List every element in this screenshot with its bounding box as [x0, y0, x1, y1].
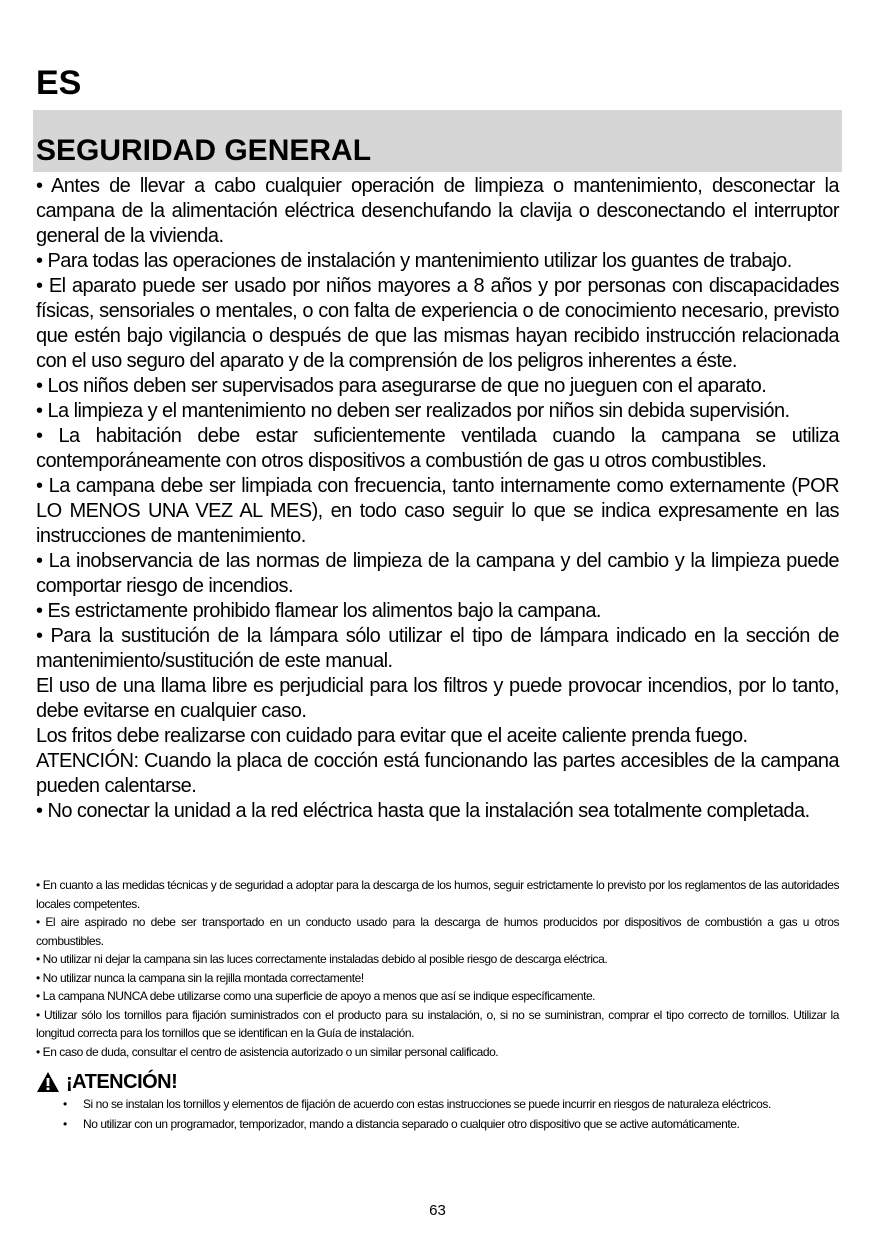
paragraph: El uso de una llama libre es perjudicial para los filtros y puede provocar incendios, por lo tanto, debe evitarse en cualquier caso. [36, 675, 839, 722]
small-paragraph: • Utilizar sólo los tornillos para fijación suministrados con el producto para su instalación, o, si no se suministran, comprar el tipo correcto de tornillos. Utilizar la longitud correcta para los tornillos que se identifican en la Guía de instalación. [36, 1007, 839, 1040]
attention-list [60, 1095, 839, 1134]
language-code: ES [36, 64, 82, 102]
main-safety-text [36, 174, 839, 824]
paragraph: • Para la sustitución de la lámpara sólo utilizar el tipo de lámpara indicado en la sección de mantenimiento/sustitución de este manual. [36, 625, 839, 672]
small-paragraph: • No utilizar nunca la campana sin la rejilla montada correctamente! [36, 970, 364, 985]
small-paragraph: • En cuanto a las medidas técnicas y de seguridad a adoptar para la descarga de los humos, seguir estrictamente lo previsto por los reglamentos de las autoridades locales competentes. [36, 878, 839, 911]
paragraph: • Los niños deben ser supervisados para asegurarse de que no jueguen con el aparato. [36, 375, 767, 397]
paragraph: • La habitación debe estar suficientemente ventilada cuando la campana se utiliza contemporáneamente con otros dispositivos a combustión de gas u otros combustibles. [36, 425, 839, 472]
attention-item: • Si no se instalan los tornillos y elementos de fijación de acuerdo con estas instrucciones se puede incurrir en riesgos de naturaleza eléctricos. [60, 1095, 839, 1114]
paragraph: • No conectar la unidad a la red eléctrica hasta que la instalación sea totalmente completada. [36, 800, 810, 822]
page-number: 63 [429, 1202, 446, 1219]
paragraph: • Antes de llevar a cabo cualquier operación de limpieza o mantenimiento, desconectar la campana de la alimentación eléctrica desenchufando la clavija o desconectando el interruptor general de la vivienda. [36, 175, 839, 247]
section-title: SEGURIDAD GENERAL [36, 134, 372, 167]
paragraph: • Para todas las operaciones de instalación y mantenimiento utilizar los guantes de trabajo. [36, 250, 792, 272]
small-paragraph: • La campana NUNCA debe utilizarse como una superficie de apoyo a menos que así se indique específicamente. [36, 989, 596, 1003]
paragraph: ATENCIÓN: Cuando la placa de cocción está funcionando las partes accesibles de la campana pueden calentarse. [36, 750, 839, 797]
attention-heading [36, 1069, 177, 1095]
paragraph: • La limpieza y el mantenimiento no deben ser realizados por niños sin debida supervisión. [36, 400, 790, 422]
paragraph: • El aparato puede ser usado por niños mayores a 8 años y por personas con discapacidades físicas, sensoriales o mentales, o con falta de experiencia o de conocimiento necesario, previsto que estén bajo vigilancia o después de que las mismas hayan recibido instrucción relacionada con el uso seguro del aparato y de la comprensión de los peligros inherentes a éste. [36, 275, 839, 372]
paragraph: Los fritos debe realizarse con cuidado para evitar que el aceite caliente prenda fuego. [36, 725, 748, 747]
small-paragraph: • El aire aspirado no debe ser transportado en un conducto usado para la descarga de humos producidos por dispositivos de combustión a gas u otros combustibles. [36, 915, 839, 948]
attention-item: • No utilizar con un programador, temporizador, mando a distancia separado o cualquier otro dispositivo que se active automáticamente. [60, 1115, 839, 1134]
attention-title: ¡ATENCIÓN! [66, 1070, 178, 1093]
small-paragraph: • No utilizar ni dejar la campana sin las luces correctamente instaladas debido al posible riesgo de descarga eléctrica. [36, 952, 608, 966]
paragraph: • La inobservancia de las normas de limpieza de la campana y del cambio y la limpieza puede comportar riesgo de incendios. [36, 550, 839, 597]
small-print-text [36, 876, 839, 1061]
warning-triangle-icon [36, 1071, 60, 1093]
paragraph: • Es estrictamente prohibido flamear los alimentos bajo la campana. [36, 600, 601, 622]
paragraph: • La campana debe ser limpiada con frecuencia, tanto internamente como externamente (POR LO MENOS UNA VEZ AL MES), en todo caso seguir lo que se indica expresamente en las instrucciones de mantenimiento. [36, 475, 839, 547]
small-paragraph: • En caso de duda, consultar el centro de asistencia autorizado o un similar personal calificado. [36, 1044, 499, 1059]
